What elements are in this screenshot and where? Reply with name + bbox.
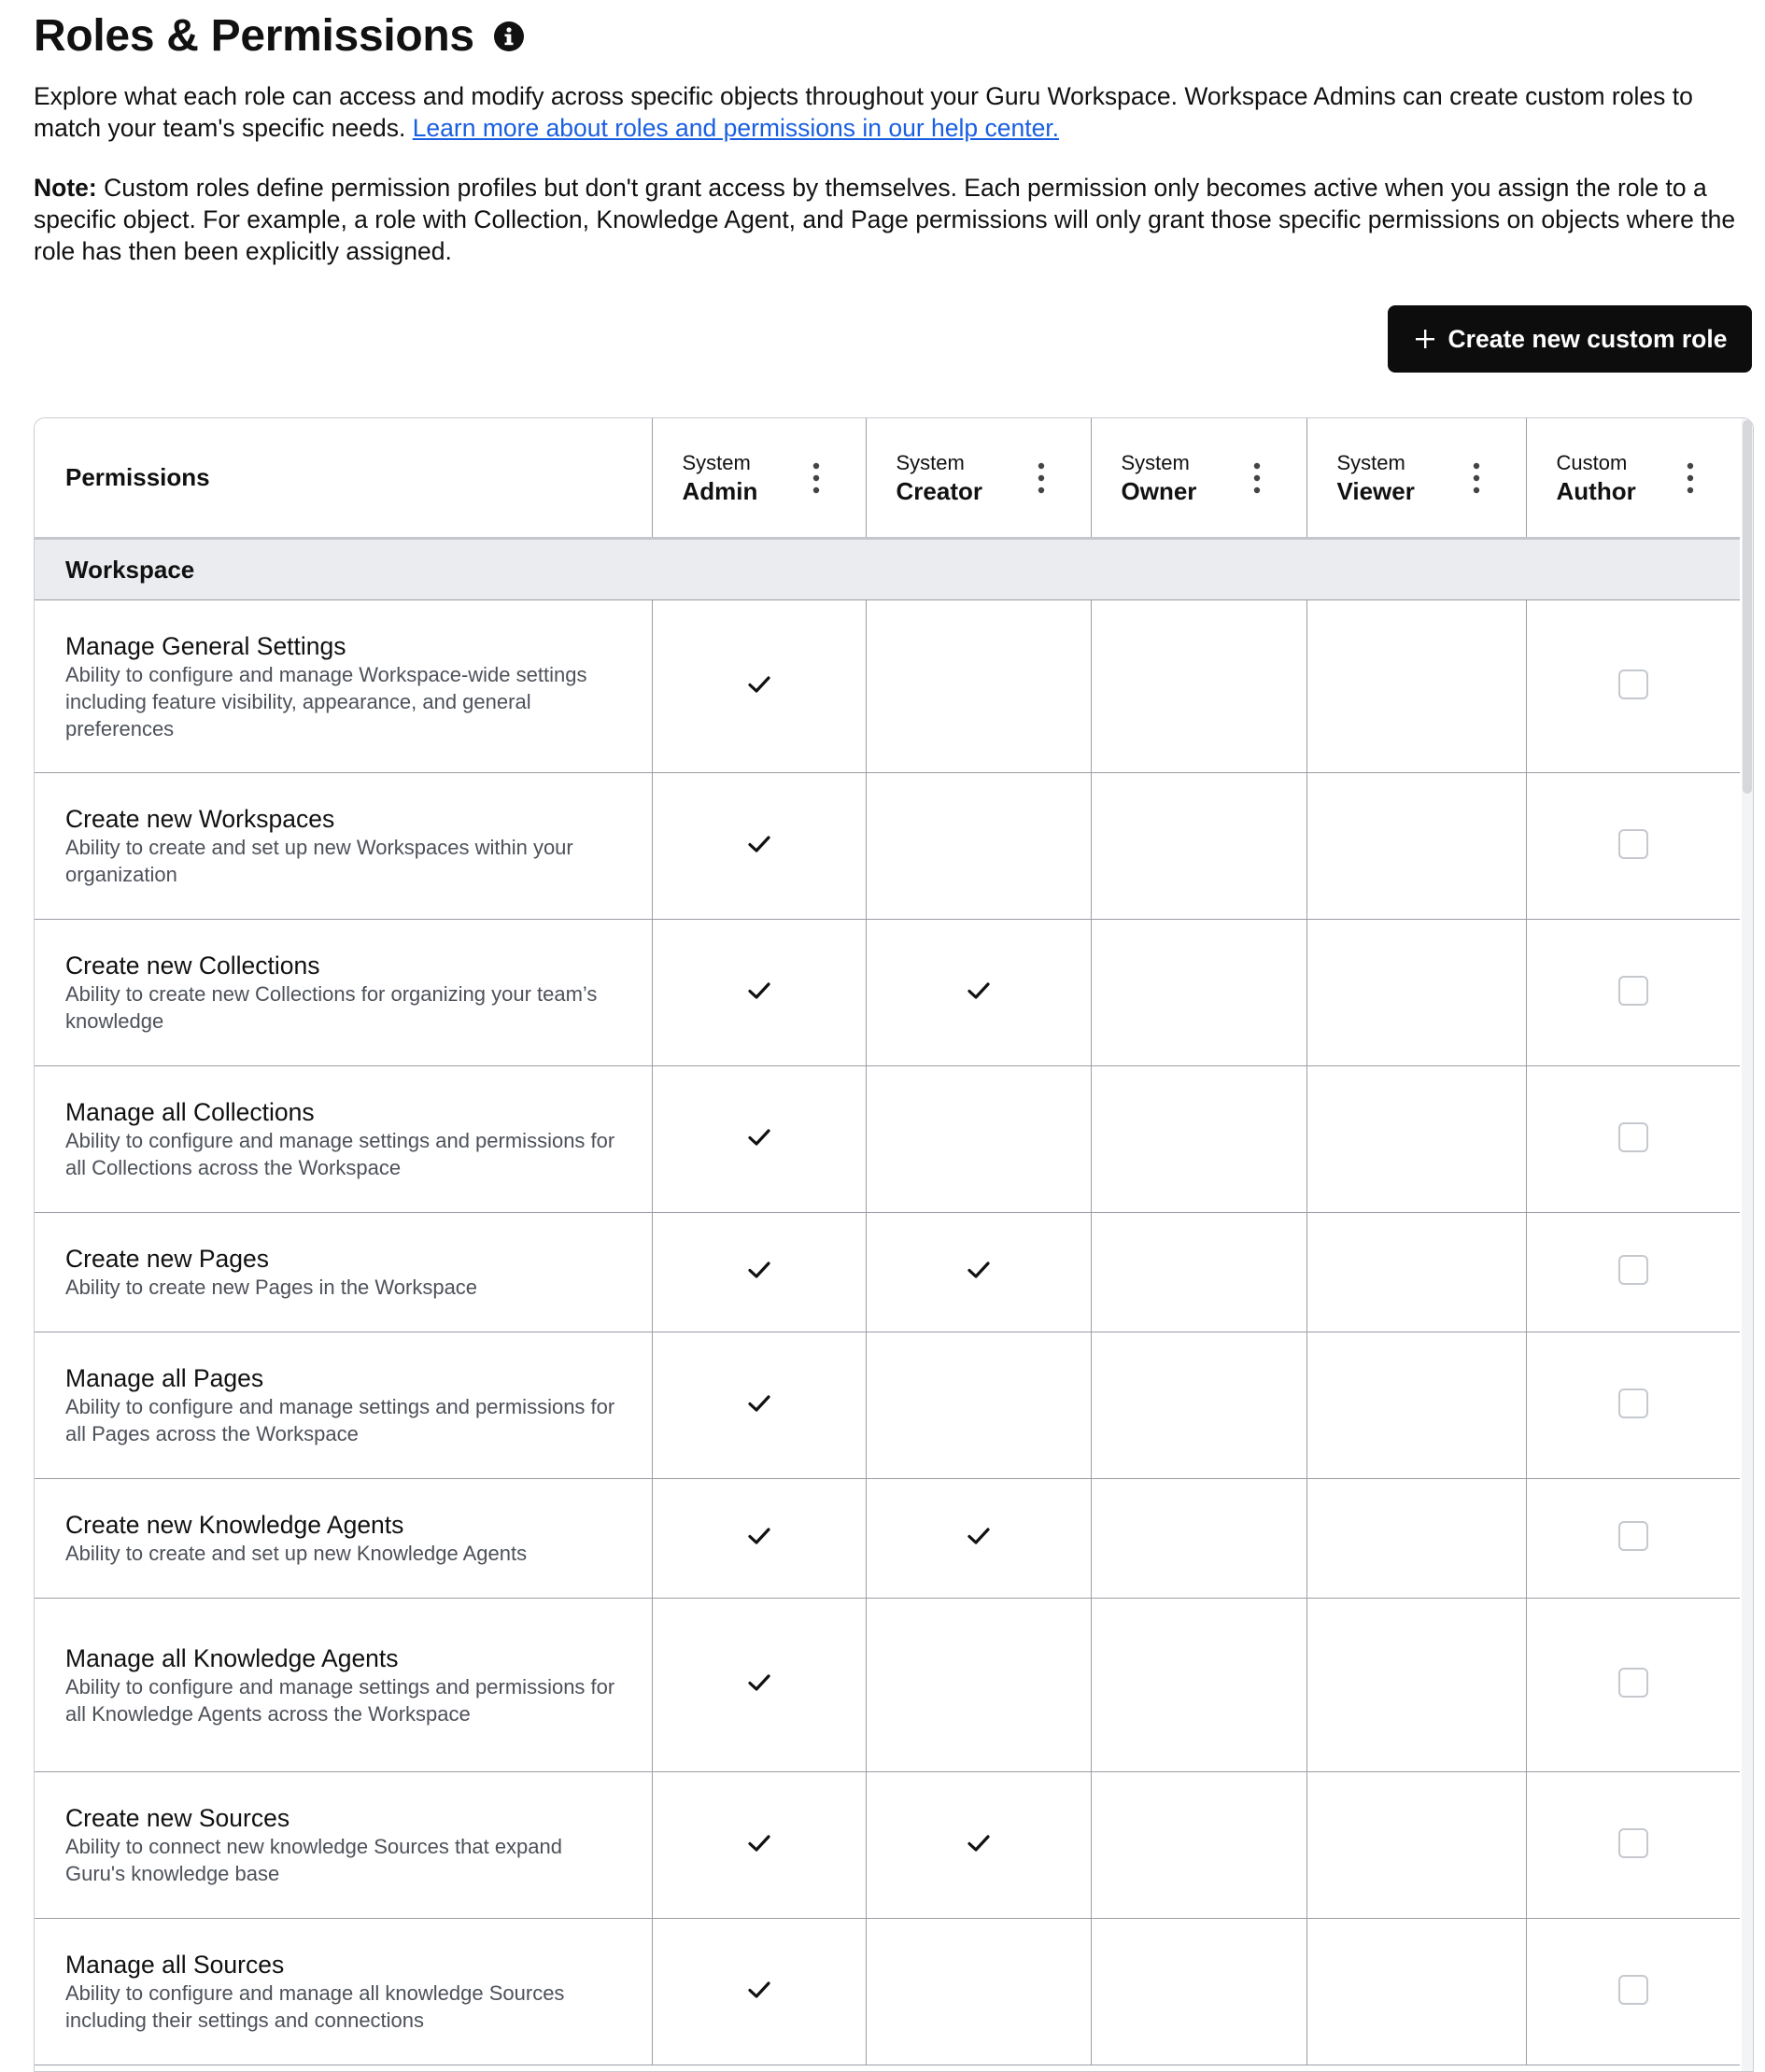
admin-cell xyxy=(652,1772,866,1919)
role-header-viewer xyxy=(1306,418,1526,539)
permission-title: Manage all Sources xyxy=(65,1951,285,1979)
checkmark-icon xyxy=(747,834,771,854)
permission-title: Manage all Knowledge Agents xyxy=(65,1643,399,1672)
permissions-table xyxy=(35,418,1740,2065)
role-header-admin xyxy=(652,418,866,539)
permission-title: Manage all Collections xyxy=(65,1098,315,1126)
admin-cell xyxy=(652,1066,866,1213)
owner-cell xyxy=(1091,1332,1306,1479)
table-row xyxy=(35,1772,1740,1919)
creator-cell xyxy=(866,1599,1091,1772)
viewer-cell xyxy=(1306,1599,1526,1772)
table-row xyxy=(35,1066,1740,1213)
author-permission-checkbox[interactable] xyxy=(1618,1388,1648,1418)
permission-description: Ability to connect new knowledge Sources that expand Guru's knowledge base xyxy=(65,1835,562,1885)
author-cell xyxy=(1526,1332,1740,1479)
permission-title: Create new Workspaces xyxy=(65,805,335,833)
owner-cell xyxy=(1091,1772,1306,1919)
role-type: System xyxy=(1121,450,1190,474)
table-header xyxy=(35,418,1740,539)
note-text: Custom roles define permission profiles but don't grant access by themselves. Each permission only becomes active when you assign the role to a specific object. For example, a role with Collection, Knowledge Agent, and Page permissions will only grant those specific permissions on objects where the role has then been explicitly assigned. xyxy=(34,174,1736,265)
owner-cell xyxy=(1091,1919,1306,2065)
author-permission-checkbox[interactable] xyxy=(1618,670,1648,699)
permissions-table-container xyxy=(34,417,1754,2072)
permission-description: Ability to configure and manage settings and permissions for all Collections across the Workspace xyxy=(65,1129,615,1179)
author-permission-checkbox[interactable] xyxy=(1618,976,1648,1006)
table-row xyxy=(35,920,1740,1066)
table-body xyxy=(35,539,1740,2065)
permission-description: Ability to configure and manage settings and permissions for all Pages across the Workspace xyxy=(65,1395,615,1445)
table-row xyxy=(35,1479,1740,1599)
creator-cell xyxy=(866,1332,1091,1479)
author-permission-checkbox[interactable] xyxy=(1618,1122,1648,1152)
role-header-author xyxy=(1526,418,1740,539)
header-row xyxy=(35,418,1740,539)
permission-cell xyxy=(35,920,652,1066)
role-type: System xyxy=(682,450,751,474)
admin-cell xyxy=(652,920,866,1066)
checkmark-icon xyxy=(747,674,771,695)
viewer-cell xyxy=(1306,773,1526,920)
admin-cell xyxy=(652,600,866,773)
role-name: Creator xyxy=(896,476,982,505)
permission-title: Create new Pages xyxy=(65,1245,270,1273)
permission-cell xyxy=(35,1332,652,1479)
role-name: Owner xyxy=(1121,476,1197,505)
table-row xyxy=(35,1919,1740,2065)
intro-text: Explore what each role can access and modify across specific objects throughout your Guru Workspace. Workspace Admins can create custom roles to match your team's specific needs. xyxy=(34,82,1693,142)
author-cell xyxy=(1526,1213,1740,1332)
author-cell xyxy=(1526,600,1740,773)
owner-cell xyxy=(1091,773,1306,920)
author-permission-checkbox[interactable] xyxy=(1618,829,1648,859)
permission-description: Ability to create new Collections for organizing your team’s knowledge xyxy=(65,982,598,1033)
checkmark-icon xyxy=(747,1526,771,1546)
create-custom-role-label: Create new custom role xyxy=(1447,324,1728,353)
author-cell xyxy=(1526,1919,1740,2065)
author-cell xyxy=(1526,1772,1740,1919)
permission-description: Ability to configure and manage settings and permissions for all Knowledge Agents across the Workspace xyxy=(65,1674,615,1726)
section-row-workspace xyxy=(35,539,1740,600)
permission-description: Ability to create and set up new Workspaces within your organization xyxy=(65,836,573,886)
owner-cell xyxy=(1091,920,1306,1066)
permission-description: Ability to create new Pages in the Workspace xyxy=(65,1276,478,1299)
note-label: Note: xyxy=(34,174,97,202)
title-row xyxy=(34,7,525,65)
creator-cell xyxy=(866,1066,1091,1213)
creator-cell xyxy=(866,600,1091,773)
permission-title: Manage General Settings xyxy=(65,631,346,660)
checkmark-icon xyxy=(747,1260,771,1280)
table-row xyxy=(35,1599,1740,1772)
creator-cell xyxy=(866,1213,1091,1332)
creator-cell xyxy=(866,1479,1091,1599)
owner-cell xyxy=(1091,1479,1306,1599)
info-icon[interactable] xyxy=(493,21,525,52)
role-name: Viewer xyxy=(1336,476,1415,505)
checkmark-icon xyxy=(967,1526,991,1546)
permission-title: Create new Collections xyxy=(65,951,320,980)
owner-cell xyxy=(1091,1599,1306,1772)
permission-title: Manage all Pages xyxy=(65,1364,264,1392)
section-label: Workspace xyxy=(35,539,1740,600)
checkmark-icon xyxy=(967,980,991,1001)
admin-cell xyxy=(652,1919,866,2065)
permission-cell xyxy=(35,1919,652,2065)
viewer-cell xyxy=(1306,1066,1526,1213)
checkmark-icon xyxy=(747,1672,771,1693)
permission-description: Ability to configure and manage Workspace-wide settings including feature visibility, appearance, and general preferences xyxy=(65,662,587,740)
permission-cell xyxy=(35,600,652,773)
permission-cell xyxy=(35,773,652,920)
author-cell xyxy=(1526,773,1740,920)
create-custom-role-button[interactable] xyxy=(1388,305,1752,373)
creator-cell xyxy=(866,1919,1091,2065)
creator-cell xyxy=(866,773,1091,920)
role-menu-icon[interactable] xyxy=(812,461,821,495)
role-menu-icon[interactable] xyxy=(1037,461,1046,495)
author-permission-checkbox[interactable] xyxy=(1618,1521,1648,1551)
checkmark-icon xyxy=(747,1980,771,2000)
checkmark-icon xyxy=(747,1127,771,1148)
role-type: System xyxy=(1336,450,1405,474)
permissions-column-header: Permissions xyxy=(35,418,652,539)
intro-paragraph xyxy=(34,80,1743,144)
author-cell xyxy=(1526,1066,1740,1213)
role-menu-icon[interactable] xyxy=(1252,461,1262,495)
owner-cell xyxy=(1091,600,1306,773)
creator-cell xyxy=(866,1772,1091,1919)
checkmark-icon xyxy=(967,1833,991,1854)
role-type: System xyxy=(896,450,965,474)
table-row xyxy=(35,1332,1740,1479)
viewer-cell xyxy=(1306,1919,1526,2065)
permission-title: Create new Sources xyxy=(65,1804,290,1832)
viewer-cell xyxy=(1306,1213,1526,1332)
author-cell xyxy=(1526,920,1740,1066)
viewer-cell xyxy=(1306,1772,1526,1919)
note-paragraph xyxy=(34,172,1752,267)
checkmark-icon xyxy=(967,1260,991,1280)
author-cell xyxy=(1526,1479,1740,1599)
permission-title: Create new Knowledge Agents xyxy=(65,1511,404,1539)
author-permission-checkbox[interactable] xyxy=(1618,1255,1648,1285)
role-menu-icon[interactable] xyxy=(1686,461,1695,495)
admin-cell xyxy=(652,1479,866,1599)
table-row xyxy=(35,773,1740,920)
permission-description: Ability to configure and manage all knowledge Sources including their settings and connections xyxy=(65,1981,565,2032)
permission-cell xyxy=(35,1213,652,1332)
role-header-creator xyxy=(866,418,1091,539)
table-row xyxy=(35,600,1740,773)
checkmark-icon xyxy=(747,1393,771,1414)
owner-cell xyxy=(1091,1213,1306,1332)
permission-cell xyxy=(35,1599,652,1772)
permission-cell xyxy=(35,1066,652,1213)
owner-cell xyxy=(1091,1066,1306,1213)
checkmark-icon xyxy=(747,1833,771,1854)
author-permission-checkbox[interactable] xyxy=(1618,1828,1648,1858)
viewer-cell xyxy=(1306,920,1526,1066)
admin-cell xyxy=(652,1213,866,1332)
page-title: Roles & Permissions xyxy=(34,11,474,61)
permission-description: Ability to create and set up new Knowledge Agents xyxy=(65,1542,528,1565)
role-header-owner xyxy=(1091,418,1306,539)
permission-cell xyxy=(35,1772,652,1919)
author-cell xyxy=(1526,1599,1740,1772)
plus-icon xyxy=(1413,327,1437,351)
scrollbar-thumb[interactable] xyxy=(1743,420,1752,794)
author-permission-checkbox[interactable] xyxy=(1618,1975,1648,2005)
checkmark-icon xyxy=(747,980,771,1001)
role-type: Custom xyxy=(1556,450,1628,474)
table-row xyxy=(35,1213,1740,1332)
author-permission-checkbox[interactable] xyxy=(1618,1668,1648,1698)
role-name: Admin xyxy=(682,476,758,505)
permission-cell xyxy=(35,1479,652,1599)
help-center-link[interactable]: Learn more about roles and permissions in our help center. xyxy=(412,114,1060,142)
admin-cell xyxy=(652,773,866,920)
viewer-cell xyxy=(1306,1479,1526,1599)
table-scrollbar[interactable] xyxy=(1742,418,1753,2071)
role-menu-icon[interactable] xyxy=(1472,461,1481,495)
viewer-cell xyxy=(1306,1332,1526,1479)
admin-cell xyxy=(652,1599,866,1772)
creator-cell xyxy=(866,920,1091,1066)
role-name: Author xyxy=(1556,476,1636,505)
viewer-cell xyxy=(1306,600,1526,773)
admin-cell xyxy=(652,1332,866,1479)
